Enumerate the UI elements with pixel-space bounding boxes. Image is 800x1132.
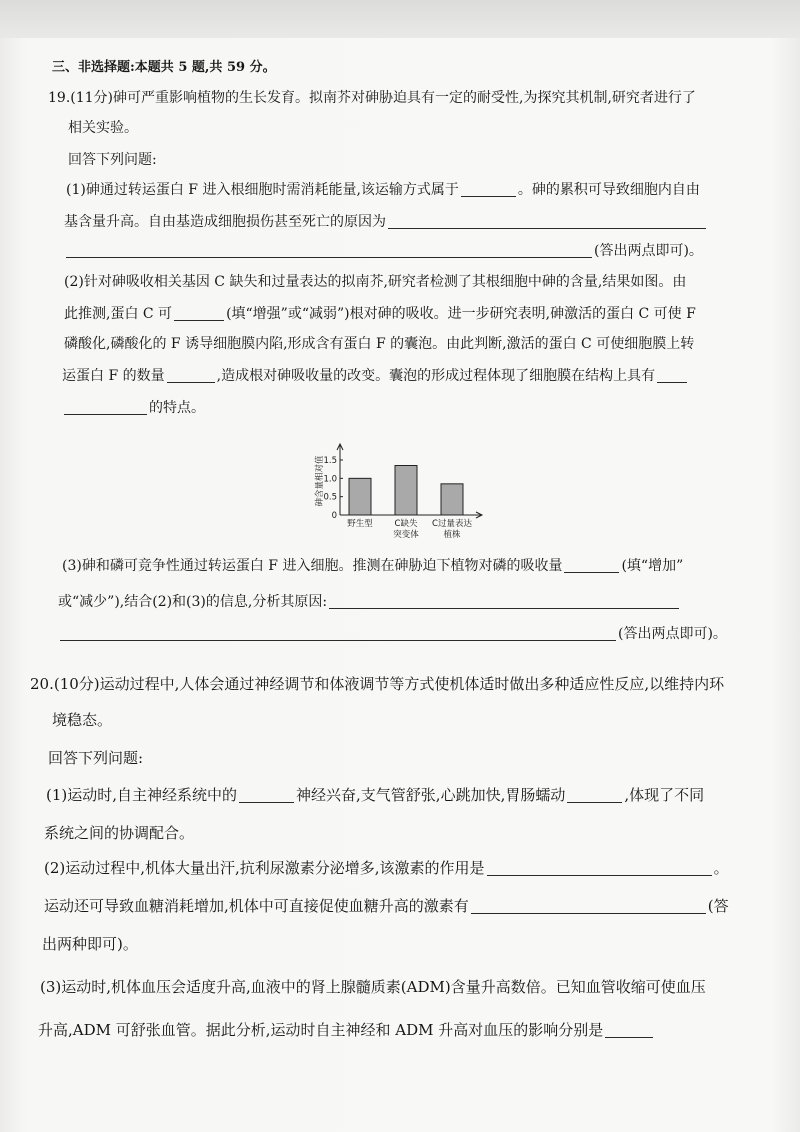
text-segment: (1)砷通过转运蛋白 F 进入根细胞时需消耗能量,该运输方式属于: [66, 182, 459, 198]
y-tick-label: 1.0: [323, 474, 337, 485]
text-segment: (1)运动时,自主神经系统中的: [46, 786, 238, 804]
text-segment: 运蛋白 F 的数量: [62, 368, 165, 384]
answer-blank: [329, 595, 679, 609]
exam-page: [0, 38, 800, 1132]
q19-part2-line-4: [62, 367, 689, 385]
text-segment: ,造成根对砷吸收量的改变。囊泡的形成过程体现了细胞膜在结构上具有: [216, 368, 656, 384]
chart-bar: [441, 484, 463, 515]
chart-bar: [395, 466, 417, 516]
answer-blank: [60, 627, 616, 641]
y-tick-label: 1.5: [323, 456, 337, 466]
chart-marks: [314, 455, 472, 540]
y-axis-label: 砷含量相对值: [315, 455, 325, 507]
answer-blank: [461, 183, 516, 197]
text-segment: 运动还可导致血糖消耗增加,机体中可直接促使血糖升高的激素有: [44, 897, 469, 915]
answer-blank: [66, 244, 592, 258]
q19-intro-line-1: 19.(11分)砷可严重影响植物的生长发育。拟南芥对砷胁迫具有一定的耐受性,为探究其机制,研究者进行了: [48, 90, 696, 106]
text-segment: 。: [713, 859, 729, 877]
q19-part1-line-2: [64, 213, 708, 231]
text-segment: (填“增强”或“减弱”)根对砷的吸收。进一步研究表明,砷激活的蛋白 C 可使 F: [226, 306, 696, 322]
x-category-label: C过量表达植株: [432, 519, 472, 540]
answer-blank: [174, 307, 224, 321]
q20-part1-line-1: [46, 785, 704, 805]
answer-blank: [167, 369, 215, 383]
text-segment: (答: [707, 897, 729, 915]
chart-bar: [349, 478, 371, 515]
q19-part1-line-1: [66, 181, 700, 199]
scan-top-margin: [0, 0, 800, 38]
text-segment: (2)运动过程中,机体大量出汗,抗利尿激素分泌增多,该激素的作用是: [44, 859, 485, 877]
q20-part2-line-2: [44, 896, 729, 916]
answer-blank: [605, 1024, 653, 1038]
q19-part2-line-1: (2)针对砷吸收相关基因 C 缺失和过量表达的拟南芥,研究者检测了其根细胞中砷的含量,结果如图。由: [64, 274, 687, 290]
text-segment: 的特点。: [149, 400, 205, 416]
x-category-label: C缺失突变体: [393, 519, 419, 540]
q20-intro-line-2: 境稳态。: [52, 711, 113, 729]
text-segment: 升高,ADM 可舒张血管。据此分析,运动时自主神经和 ADM 升高对血压的影响分别是: [38, 1021, 604, 1039]
answer-blank: [388, 215, 706, 229]
q20-prompt: 回答下列问题:: [48, 749, 144, 767]
text-segment: (3)砷和磷可竞争性通过转运蛋白 F 进入细胞。推测在砷胁迫下植物对磷的吸收量: [62, 558, 563, 574]
q19-part2-line-3: 磷酸化,磷酸化的 F 诱导细胞膜内陷,形成含有蛋白 F 的囊泡。由此判断,激活的蛋白 C 可使细胞膜上转: [64, 336, 695, 352]
text-segment: 。砷的累积可导致细胞内自由: [517, 182, 700, 198]
q20-part1-line-2: 系统之间的协调配合。: [44, 824, 195, 842]
q19-part2-line-5: [62, 399, 205, 417]
answer-blank: [567, 789, 622, 803]
text-segment: 基含量升高。自由基造成细胞损伤甚至死亡的原因为: [64, 214, 386, 230]
answer-blank: [564, 559, 619, 573]
q19-prompt: 回答下列问题:: [68, 152, 157, 168]
q19-intro-line-2: 相关实验。: [68, 120, 138, 136]
q20-part2-line-3: 出两种即可)。: [42, 935, 138, 953]
y-tick-label: 0.5: [323, 492, 337, 503]
section-heading: 三、非选择题:本题共 5 题,共 59 分。: [52, 60, 276, 75]
bar-chart: [298, 440, 498, 552]
q20-intro-line-1: 20.(10分)运动过程中,人体会通过神经调节和体液调节等方式使机体适时做出多种适应性反应,以维持内环: [30, 675, 725, 693]
text-segment: (答出两点即可)。: [618, 626, 727, 642]
answer-blank: [487, 862, 712, 876]
q19-part3-line-1: [62, 557, 683, 575]
q19-part1-line-3: [64, 242, 703, 260]
text-segment: (填“增加”: [621, 558, 684, 574]
y-tick-label: 0: [331, 511, 337, 521]
answer-blank: [239, 789, 294, 803]
x-category-label: 野生型: [347, 519, 373, 529]
q19-part2-line-2: [64, 305, 696, 323]
answer-blank: [64, 401, 147, 415]
answer-blank: [657, 369, 687, 383]
q19-part3-line-2: [58, 593, 681, 611]
q20-part2-line-1: [44, 858, 729, 878]
q20-part3-line-1: (3)运动时,机体血压会适度升高,血液中的肾上腺髓质素(ADM)含量升高数倍。已知血管收缩可使血压: [40, 978, 706, 996]
text-segment: 此推测,蛋白 C 可: [64, 306, 173, 322]
answer-blank: [471, 900, 706, 914]
text-segment: ,体现了不同: [624, 786, 705, 804]
q19-part3-line-3: [58, 625, 727, 643]
text-segment: 神经兴奋,支气管舒张,心跳加快,胃肠蠕动: [296, 786, 566, 804]
q20-part3-line-2: [38, 1020, 655, 1040]
text-segment: 或“减少”),结合(2)和(3)的信息,分析其原因:: [58, 594, 328, 610]
text-segment: (答出两点即可)。: [594, 243, 703, 259]
